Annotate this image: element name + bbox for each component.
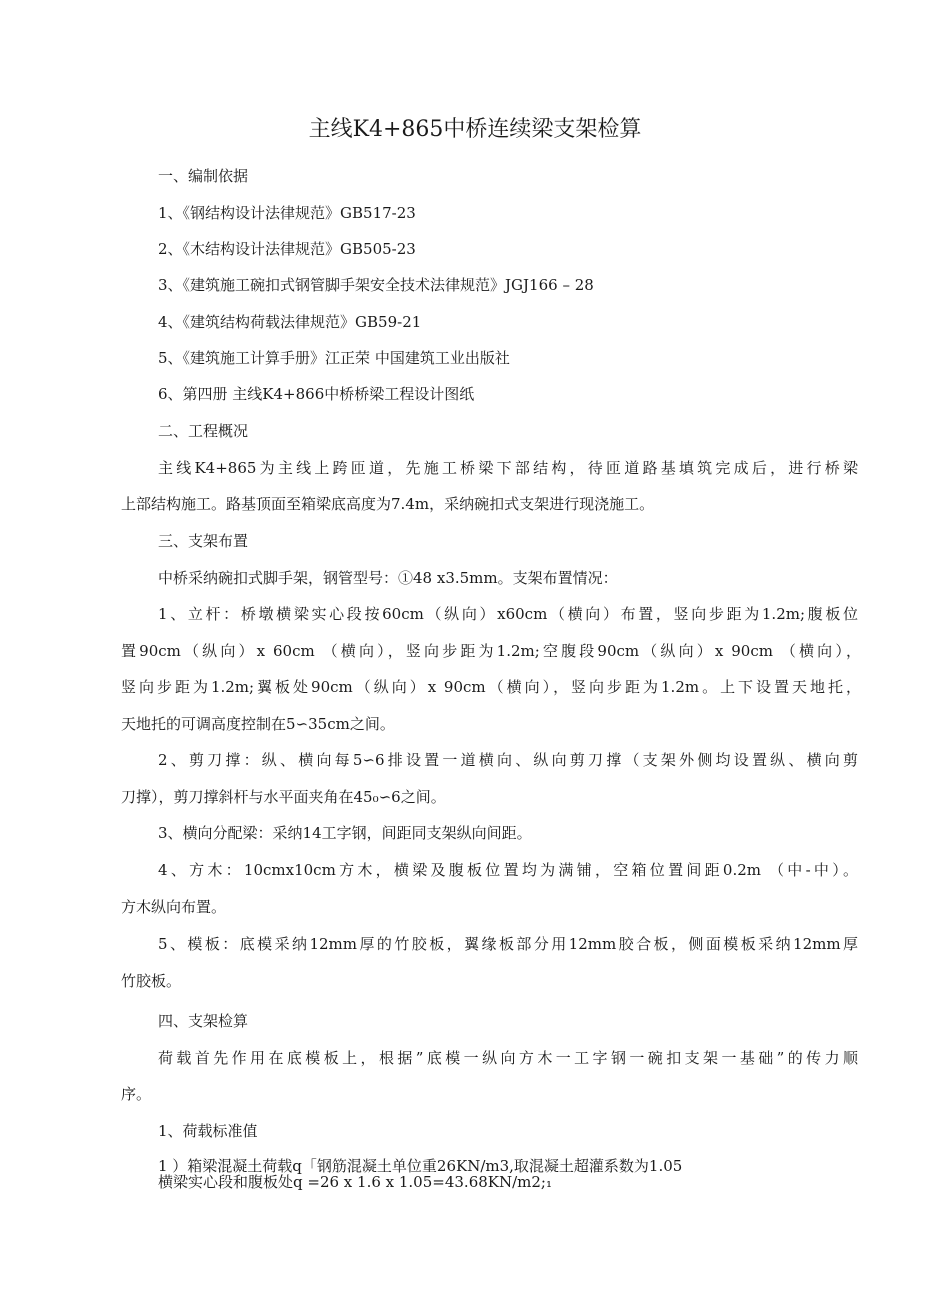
reference-item: 5、《建筑施工计算手册》江正荣 中国建筑工业出版社	[158, 349, 510, 367]
paragraph-line: 上部结构施工。路基顶面至箱梁底高度为7.4m，采纳碗扣式支架进行现浇施工。	[121, 495, 655, 513]
paragraph-line: 方木纵向布置。	[121, 898, 227, 916]
reference-item: 1、《钢结构设计法律规范》GB517-23	[158, 204, 416, 222]
section-heading-overview: 二、工程概况	[158, 422, 249, 440]
paragraph-line: 竖向步距为1.2m;翼板处90cm（纵向）x 90cm（横向），竖向步距为1.2m。上下设置天地托，	[121, 678, 861, 696]
paragraph-line: 刀撑），剪刀撑斜杆与水平面夹角在45₀∽6之间。	[121, 788, 446, 806]
paragraph-line: 中桥采纳碗扣式脚手架，钢管型号：①48 x3.5mm。支架布置情况：	[158, 569, 618, 587]
section-heading-check: 四、支架检算	[158, 1012, 249, 1030]
paragraph-line: 置90cm（纵向）x 60cm （横向），竖向步距为1.2m;空腹段90cm（纵向）x 90cm （横向），	[121, 642, 861, 660]
paragraph-line: 1、立杆：桥墩横梁实心段按60cm（纵向）x60cm（横向）布置，竖向步距为1.2m;腹板位	[158, 605, 858, 623]
paragraph-line: 2、剪刀撑：纵、横向每5∽6排设置一道横向、纵向剪刀撑（支架外侧均设置纵、横向剪	[158, 751, 858, 769]
formula-line: 1 ）箱梁混凝土荷载q「钢筋混凝土单位重26KN/m3,取混凝土超灌系数为1.05	[158, 1157, 683, 1175]
section-heading-layout: 三、支架布置	[158, 532, 249, 550]
paragraph-line: 4、方木：10cmx10cm方木，横梁及腹板位置均为满铺，空箱位置间距0.2m （中-中）。	[158, 861, 858, 879]
paragraph-line: 序。	[121, 1085, 152, 1103]
paragraph-line: 3、横向分配梁：采纳14工字钢，间距同支架纵向间距。	[158, 824, 532, 842]
reference-item: 4、《建筑结构荷载法律规范》GB59-21	[158, 313, 422, 331]
paragraph-line: 竹胶板。	[121, 972, 182, 990]
section-heading-basis: 一、编制依据	[158, 167, 249, 185]
reference-item: 3、《建筑施工碗扣式钢管脚手架安全技术法律规范》JGJ166 – 28	[158, 276, 594, 294]
document-title: 主线K4+865中桥连续梁支架检算	[308, 117, 642, 142]
subsection-heading: 1、荷载标准值	[158, 1122, 258, 1140]
paragraph-line: 天地托的可调高度控制在5∽35cm之间。	[121, 715, 395, 733]
formula-line: 横梁实心段和腹板处q =26 x 1.6 x 1.05=43.68KN/m2;₁	[158, 1173, 552, 1191]
reference-item: 6、第四册 主线K4+866中桥桥梁工程设计图纸	[158, 385, 475, 403]
paragraph-line: 5、模板：底模采纳12mm厚的竹胶板，翼缘板部分用12mm胶合板，侧面模板采纳12mm厚	[158, 935, 858, 953]
paragraph-line: 主线K4+865为主线上跨匝道，先施工桥梁下部结构，待匝道路基填筑完成后，进行桥梁	[158, 459, 858, 477]
paragraph-line: 荷载首先作用在底模板上，根据”底模一纵向方木一工字钢一碗扣支架一基础”的传力顺	[158, 1049, 858, 1067]
reference-item: 2、《木结构设计法律规范》GB505-23	[158, 240, 416, 258]
